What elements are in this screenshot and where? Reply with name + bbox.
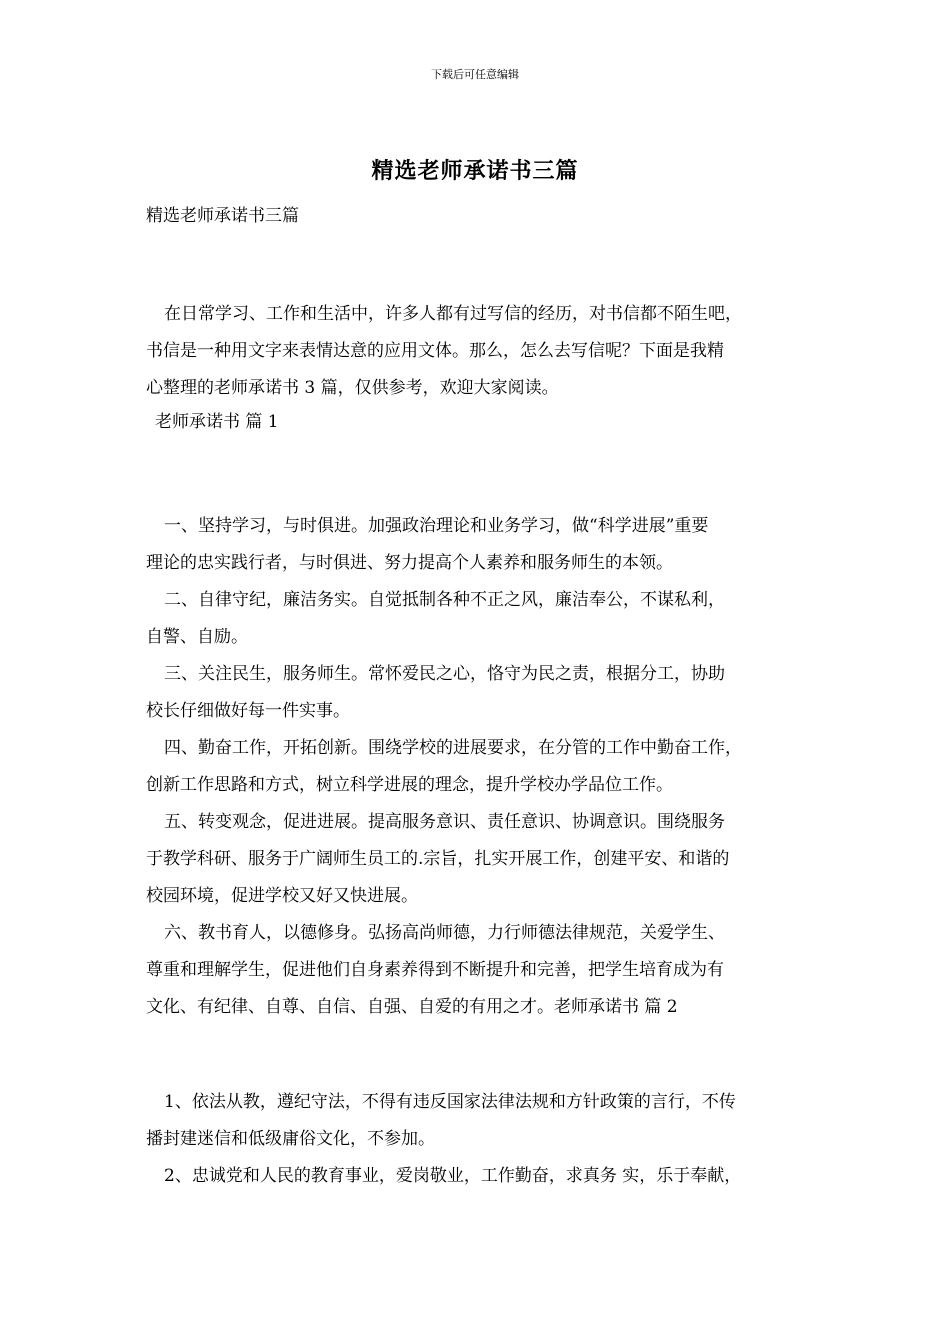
text-line: 校园环境，促进学校又好又快进展。 <box>146 886 418 906</box>
text-line: 一、坚持学习，与时俱进。加强政治理论和业务学习，做“科学进展”重要 <box>164 516 709 536</box>
text-line: 自警、自励。 <box>146 627 248 647</box>
text-line: 2、忠诚党和人民的教育事业，爱岗敬业，工作勤奋，求真务 实，乐于奉献， <box>164 1166 742 1186</box>
intro-paragraph <box>146 296 826 437</box>
text-line: 在日常学习、工作和生活中，许多人都有过写信的经历，对书信都不陌生吧， <box>164 304 742 324</box>
section-1-body <box>146 508 826 1026</box>
text-line: 于教学科研、服务于广阔师生员工的.宗旨，扎实开展工作，创建平安、和谐的 <box>146 849 730 869</box>
text-line: 尊重和理解学生，促进他们自身素养得到不断提升和完善，把学生培育成为有 <box>146 960 724 980</box>
header-note: 下载后可任意编辑 <box>431 68 519 81</box>
section-heading-1: 老师承诺书 篇 1 <box>155 412 279 432</box>
text-line: 播封建迷信和低级庸俗文化，不参加。 <box>146 1129 435 1149</box>
text-line: 五、转变观念，促进进展。提高服务意识、责任意识、协调意识。围绕服务 <box>164 812 725 832</box>
text-line: 二、自律守纪，廉洁务实。自觉抵制各种不正之风，廉洁奉公，不谋私利， <box>164 590 725 610</box>
text-line: 六、教书育人，以德修身。弘扬高尚师德，力行师德法律规范，关爱学生、 <box>164 923 725 943</box>
section-2-body <box>146 1084 826 1195</box>
text-line: 书信是一种用文字来表情达意的应用文体。那么，怎么去写信呢？下面是我精 <box>146 341 724 361</box>
text-line: 1、依法从教，遵纪守法，不得有违反国家法律法规和方针政策的言行，不传 <box>164 1092 736 1112</box>
text-line: 文化、有纪律、自尊、自信、自强、自爱的有用之才。老师承诺书 篇 2 <box>146 997 678 1017</box>
document-subtitle: 精选老师承诺书三篇 <box>146 206 299 226</box>
text-line: 四、勤奋工作，开拓创新。围绕学校的进展要求，在分管的工作中勤奋工作， <box>164 738 742 758</box>
text-line: 校长仔细做好每一件实事。 <box>146 701 350 721</box>
text-line: 创新工作思路和方式，树立科学进展的理念，提升学校办学品位工作。 <box>146 775 673 795</box>
text-line: 心整理的老师承诺书 3 篇，仅供参考，欢迎大家阅读。 <box>146 378 559 398</box>
text-line: 三、关注民生，服务师生。常怀爱民之心，恪守为民之责，根据分工，协助 <box>164 664 725 684</box>
document-title: 精选老师承诺书三篇 <box>371 158 579 184</box>
text-line: 理论的忠实践行者，与时俱进、努力提高个人素养和服务师生的本领。 <box>146 553 673 573</box>
